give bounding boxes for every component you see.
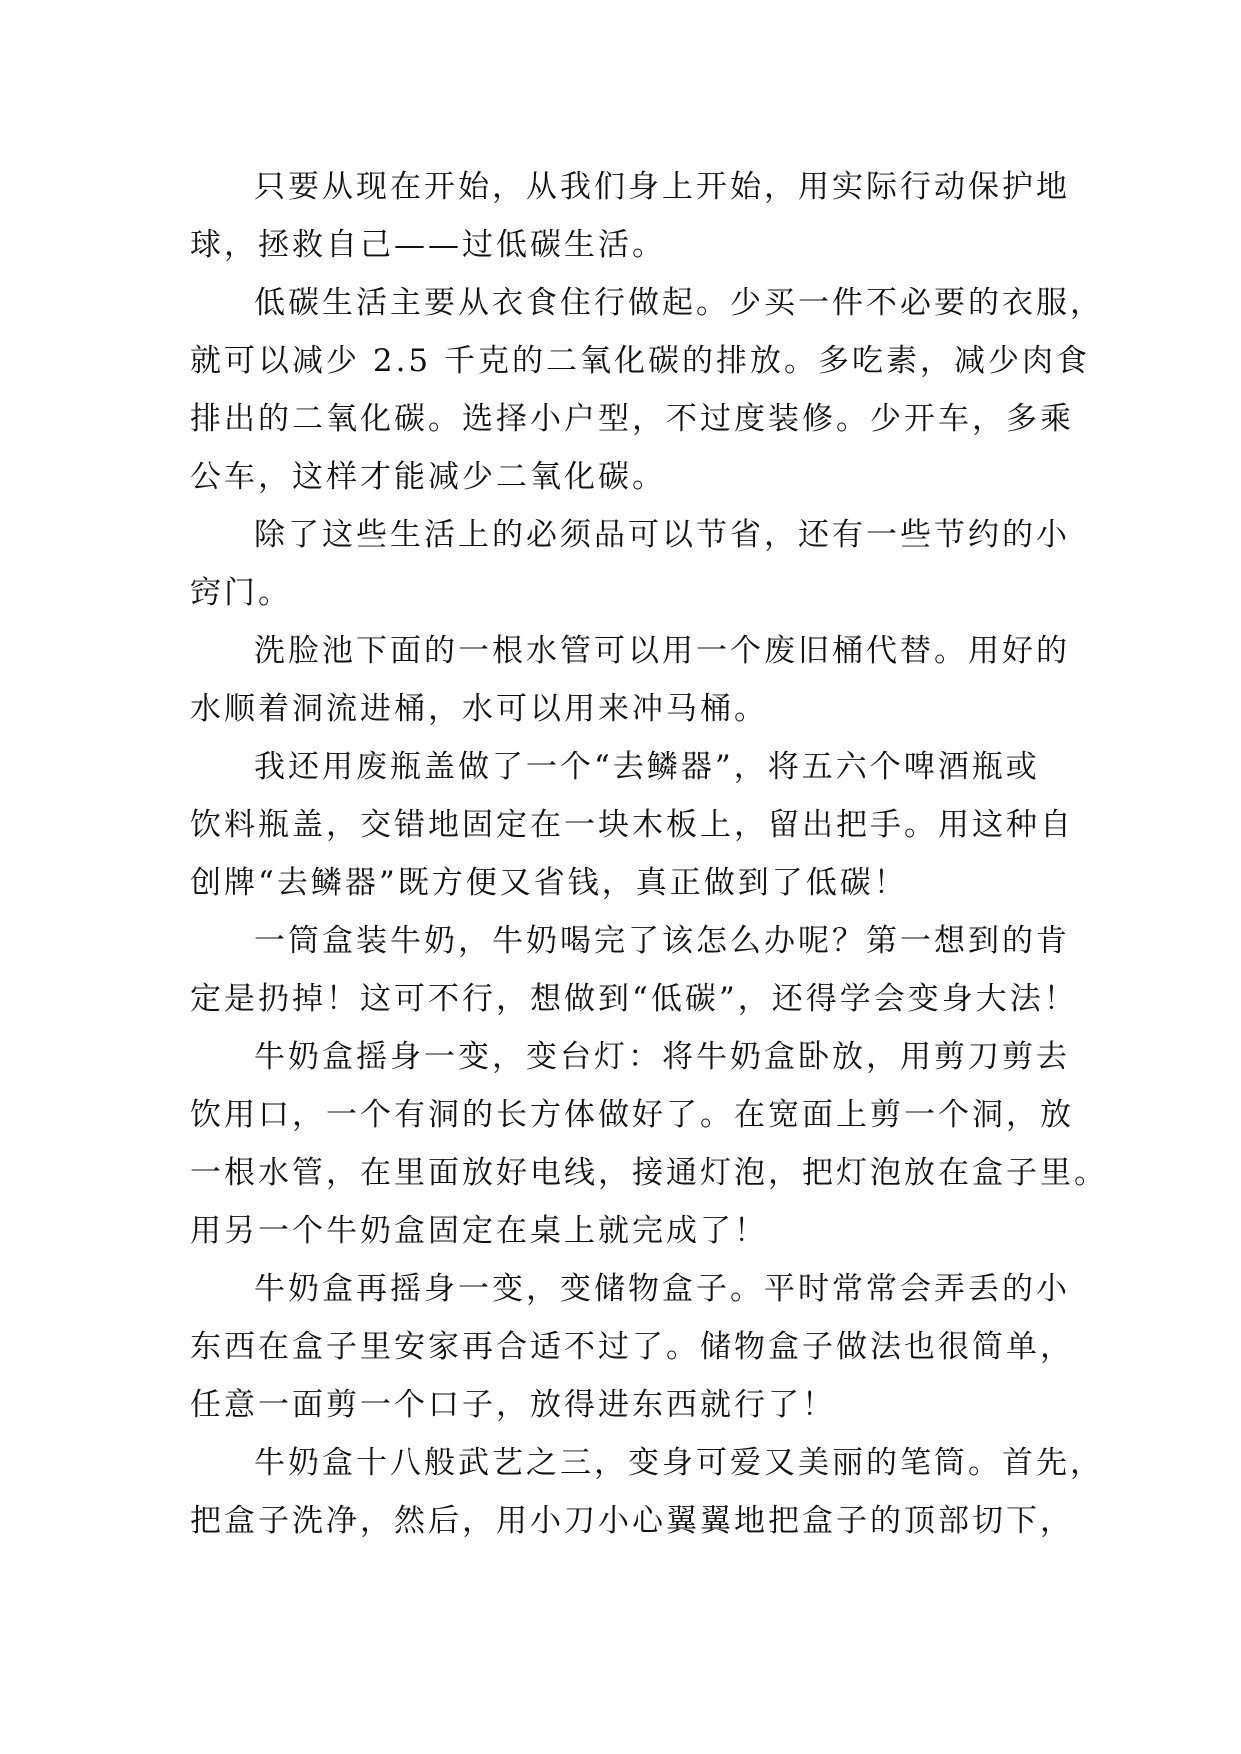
text-line: 球，拯救自己——过低碳生活。 [190, 227, 666, 263]
text-line: 东西在盒子里安家再合适不过了。储物盒子做法也很简单， [190, 1329, 1074, 1365]
text-line: 牛奶盒十八般武艺之三，变身可爱又美丽的笔筒。首先， [254, 1445, 1104, 1481]
text-line: 公车，这样才能减少二氧化碳。 [190, 459, 666, 495]
text-line: 创牌“去鳞器”既方便又省钱，真正做到了低碳！ [190, 865, 908, 901]
text-line: 窍门。 [190, 575, 292, 611]
text-line: 一根水管，在里面放好电线，接通灯泡，把灯泡放在盒子里。 [190, 1155, 1108, 1191]
text-line: 洗脸池下面的一根水管可以用一个废旧桶代替。用好的 [254, 633, 1070, 669]
text-line: 用另一个牛奶盒固定在桌上就完成了！ [190, 1213, 768, 1249]
text-line: 把盒子洗净，然后，用小刀小心翼翼地把盒子的顶部切下， [190, 1503, 1074, 1539]
text-line: 饮料瓶盖，交错地固定在一块木板上，留出把手。用这种自 [190, 807, 1074, 843]
text-line: 只要从现在开始，从我们身上开始，用实际行动保护地 [254, 169, 1070, 205]
text-line: 饮用口，一个有洞的长方体做好了。在宽面上剪一个洞，放 [190, 1097, 1074, 1133]
text-line: 除了这些生活上的必须品可以节省，还有一些节约的小 [254, 517, 1070, 553]
text-line: 任意一面剪一个口子，放得进东西就行了！ [190, 1387, 836, 1423]
text-line: 就可以减少 2.5 千克的二氧化碳的排放。多吃素，减少肉食 [190, 343, 1091, 379]
text-line: 我还用废瓶盖做了一个“去鳞器”，将五六个啤酒瓶或 [254, 749, 1040, 785]
text-line: 一筒盒装牛奶，牛奶喝完了该怎么办呢？第一想到的肯 [254, 923, 1070, 959]
text-line: 定是扔掉！这可不行，想做到“低碳”，还得学会变身大法！ [190, 981, 1078, 1017]
text-line: 水顺着洞流进桶，水可以用来冲马桶。 [190, 691, 768, 727]
text-line: 牛奶盒摇身一变，变台灯：将牛奶盒卧放，用剪刀剪去 [254, 1039, 1070, 1075]
text-line: 牛奶盒再摇身一变，变储物盒子。平时常常会弄丢的小 [254, 1271, 1070, 1307]
document-body [190, 158, 1108, 1550]
text-line: 排出的二氧化碳。选择小户型，不过度装修。少开车，多乘 [190, 401, 1074, 437]
text-line: 低碳生活主要从衣食住行做起。少买一件不必要的衣服， [254, 285, 1104, 321]
